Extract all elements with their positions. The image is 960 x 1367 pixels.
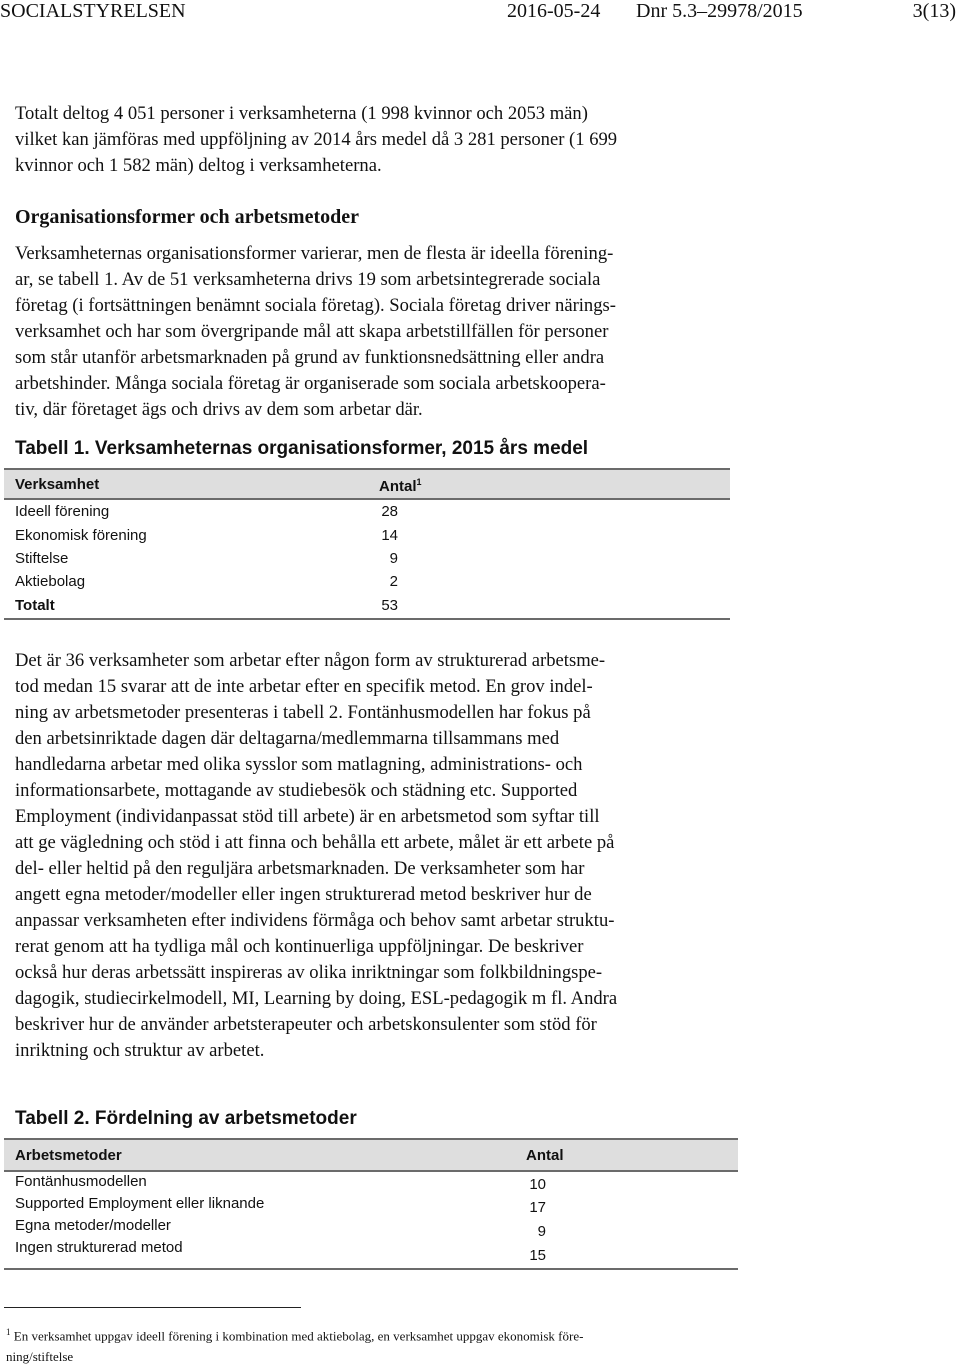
agency-name: SOCIALSTYRELSEN	[0, 0, 186, 22]
intro-paragraph	[15, 101, 730, 179]
table2-col-header-antal: Antal	[526, 1147, 564, 1164]
document-number: Dnr 5.3–29978/2015	[636, 0, 803, 22]
table1-row-value: 2	[389, 573, 398, 590]
text-line: Det är 36 verksamheter som arbetar efter någon form av strukturerad arbetsme-	[15, 650, 606, 671]
table1-row-value: 14	[381, 527, 398, 544]
text-line: ar, se tabell 1. Av de 51 verksamheterna drivs 19 som arbetsintegrerade sociala	[15, 269, 601, 290]
table1-row-label: Ideell förening	[15, 503, 110, 520]
table1-col-header-antal-label: Antal	[379, 478, 417, 495]
table1-caption: Tabell 1. Verksamheternas organisationsformer, 2015 års medel	[15, 438, 589, 459]
page-header	[0, 0, 960, 26]
table1-total-value: 53	[381, 597, 398, 614]
text-line: beskriver hur de använder arbetsterapeuter och arbetskonsulenter som stöd för	[15, 1014, 597, 1035]
table1-row-value: 28	[381, 503, 398, 520]
text-line: den arbetsinriktade dagen där deltagarna/medlemmarna tillsammans med	[15, 728, 560, 749]
table2-row-value: 17	[529, 1199, 546, 1216]
table1-col-header-verksamhet: Verksamhet	[15, 476, 100, 493]
table2-row-label: Fontänhusmodellen	[15, 1173, 147, 1190]
text-line: ning av arbetsmetoder presenteras i tabell 2. Fontänhusmodellen har fokus på	[15, 702, 591, 723]
text-line: dagogik, studiecirkelmodell, MI, Learning by doing, ESL-pedagogik m fl. Andra	[15, 988, 618, 1009]
text-line: handledarna arbetar med olika sysslor som matlagning, administrations- och	[15, 754, 583, 775]
table1-row-label: Ekonomisk förening	[15, 527, 147, 544]
text-line: tod medan 15 svarar att de inte arbetar efter en specifik metod. En grov indel-	[15, 676, 593, 697]
text-line: angett egna metoder/modeller eller ingen strukturerad metod beskriver hur de	[15, 884, 592, 905]
text-line: också hur deras arbetssätt inspireras av olika inriktningar som folkbildningspe-	[15, 962, 603, 983]
footnote-separator	[4, 1307, 301, 1308]
text-line: informationsarbete, mottagande av studiebesök och städning etc. Supported	[15, 780, 578, 801]
table1-header-row	[4, 468, 730, 500]
text-line: att ge vägledning och stöd i att finna och behålla ett arbete, målet är ett arbete på	[15, 832, 615, 853]
document-date: 2016-05-24	[507, 0, 601, 22]
methods-paragraph	[15, 648, 730, 1064]
footnote-marker: 1	[6, 1327, 11, 1337]
table2-row-label: Egna metoder/modeller	[15, 1217, 171, 1234]
table1-row-value: 9	[389, 550, 398, 567]
text-line: Totalt deltog 4 051 personer i verksamheterna (1 998 kvinnor och 2053 män)	[15, 103, 588, 124]
table1-col-header-antal	[379, 477, 422, 495]
text-line: tiv, där företaget ägs och drivs av dem som arbetar där.	[15, 399, 423, 420]
text-line: anpassar verksamheten efter individens förmåga och behov samt arbetar struktu-	[15, 910, 615, 931]
table2-row-value: 9	[537, 1223, 546, 1240]
text-line: vilket kan jämföras med uppföljning av 2014 års medel då 3 281 personer (1 699	[15, 129, 618, 150]
table2-row-label: Ingen strukturerad metod	[15, 1239, 183, 1256]
text-line: verksamhet och har som övergripande mål att skapa arbetstillfällen för personer	[15, 321, 609, 342]
table2-row-value: 15	[529, 1247, 546, 1264]
text-line: inriktning och struktur av arbetet.	[15, 1040, 265, 1061]
table1-bottom-rule	[4, 618, 730, 620]
table1-row-label: Aktiebolag	[15, 573, 86, 590]
text-line: företag (i fortsättningen benämnt sociala företag). Sociala företag driver närings-	[15, 295, 616, 316]
table1	[4, 468, 730, 620]
footnote-marker: 1	[416, 477, 422, 487]
footnote-text-line: ning/stiftelse	[6, 1349, 74, 1365]
table2-col-header-arbetsmetoder: Arbetsmetoder	[15, 1147, 122, 1164]
table2-row-label: Supported Employment eller liknande	[15, 1195, 265, 1212]
table1-total-label: Totalt	[15, 597, 55, 614]
table2-row-value: 10	[529, 1176, 546, 1193]
text-line: kvinnor och 1 582 män) deltog i verksamheterna.	[15, 155, 382, 176]
footnote	[6, 1322, 706, 1367]
text-line: del- eller heltid på den reguljära arbetsmarknaden. De verksamheter som har	[15, 858, 585, 879]
page-number: 3(13)	[912, 0, 956, 22]
table2-caption: Tabell 2. Fördelning av arbetsmetoder	[15, 1108, 357, 1129]
text-line: Verksamheternas organisationsformer varierar, men de flesta är ideella förening-	[15, 243, 614, 264]
table2-bottom-rule	[4, 1268, 738, 1270]
text-line: rerat genom att ha tydliga mål och kontinuerliga uppföljningar. De beskriver	[15, 936, 584, 957]
footnote-text-line: En verksamhet uppgav ideell förening i kombination med aktiebolag, en verksamhet uppgav ekonomisk före-	[13, 1328, 584, 1344]
text-line: Employment (individanpassat stöd till arbete) är en arbetsmetod som syftar till	[15, 806, 600, 827]
text-line: som står utanför arbetsmarknaden på grund av funktionsnedsättning eller andra	[15, 347, 605, 368]
table2	[4, 1138, 738, 1272]
text-line: arbetshinder. Många sociala företag är organiserade som sociala arbetskoopera-	[15, 373, 606, 394]
table1-row-label: Stiftelse	[15, 550, 69, 567]
section-heading: Organisationsformer och arbetsmetoder	[15, 206, 360, 228]
organisation-paragraph	[15, 241, 730, 423]
table2-header-row	[4, 1138, 738, 1172]
